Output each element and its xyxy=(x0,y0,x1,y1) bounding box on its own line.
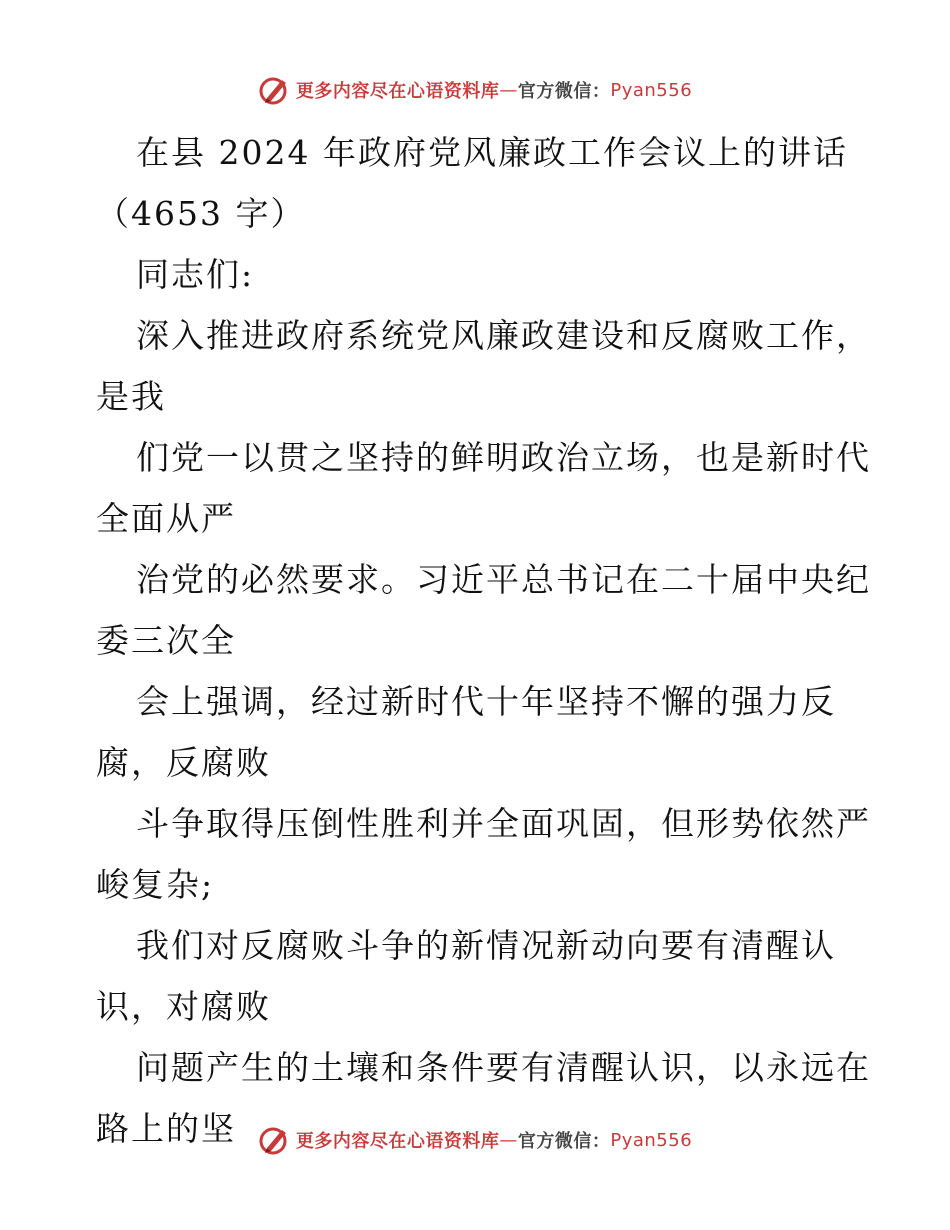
text-line: 委三次全 xyxy=(96,621,236,660)
text-line: 识，对腐败 xyxy=(96,987,271,1026)
pen-logo-icon xyxy=(258,73,292,107)
text-line: 同志们: xyxy=(136,255,255,294)
banner-promo-text: 更多内容尽在心语资料库 xyxy=(295,81,500,102)
banner-dash: — xyxy=(499,1129,518,1151)
banner-wechat-id: Pyan556 xyxy=(610,79,693,101)
pen-logo-icon xyxy=(258,1123,292,1157)
text-line: 斗争取得压倒性胜利并全面巩固，但形势依然严 xyxy=(136,804,871,843)
text-line: 腐，反腐败 xyxy=(96,743,271,782)
text-line: （4653 字） xyxy=(96,194,306,233)
footer-banner xyxy=(0,1118,950,1162)
text-line: 问题产生的土壤和条件要有清醒认识，以永远在 xyxy=(136,1048,871,1087)
text-line: 们党一以贯之坚持的鲜明政治立场，也是新时代 xyxy=(136,438,871,477)
banner-dash: — xyxy=(499,79,518,101)
text-line: 是我 xyxy=(96,377,166,416)
text-line: 会上强调，经过新时代十年坚持不懈的强力反 xyxy=(136,682,836,721)
banner-wechat-label: 官方微信： xyxy=(517,1131,611,1152)
text-line: 我们对反腐败斗争的新情况新动向要有清醒认 xyxy=(136,926,836,965)
banner-wechat-id: Pyan556 xyxy=(610,1129,693,1151)
document-body xyxy=(96,122,871,1159)
banner-promo-text: 更多内容尽在心语资料库 xyxy=(295,1131,500,1152)
text-line: 治党的必然要求。习近平总书记在二十届中央纪 xyxy=(136,560,871,599)
text-line: 深入推进政府系统党风廉政建设和反腐败工作， xyxy=(136,316,871,355)
text-line: 路上的坚 xyxy=(96,1109,236,1148)
header-banner xyxy=(0,68,950,112)
text-line: 全面从严 xyxy=(96,499,236,538)
text-line: 峻复杂; xyxy=(96,865,215,904)
banner-wechat-label: 官方微信： xyxy=(517,81,611,102)
text-line: 在县 2024 年政府党风廉政工作会议上的讲话 xyxy=(136,133,848,172)
